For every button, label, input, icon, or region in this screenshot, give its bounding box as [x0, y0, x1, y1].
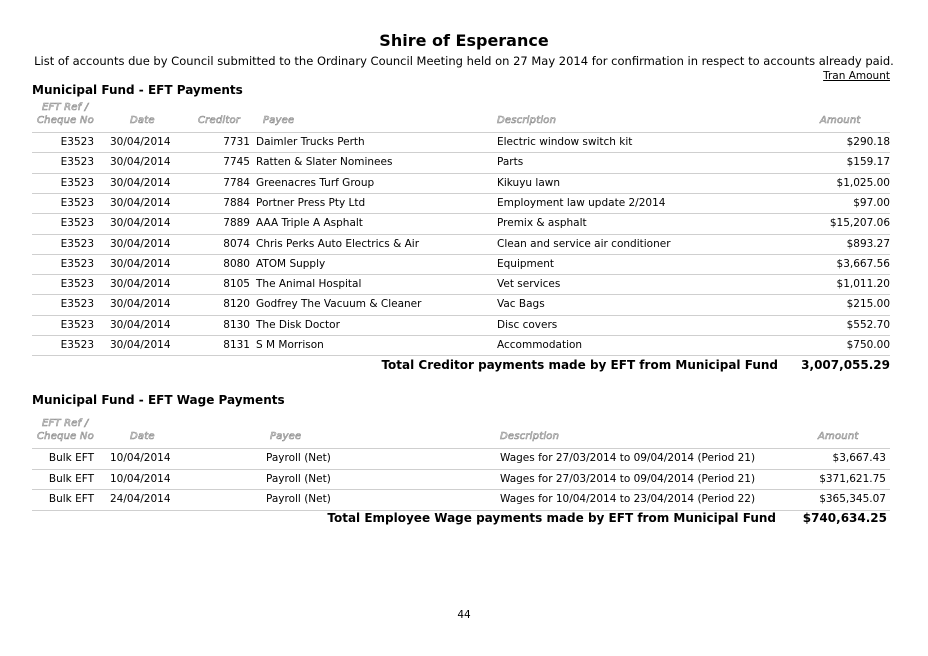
- row-ref: E3523: [60, 217, 94, 229]
- row-ref: Bulk EFT: [48, 493, 94, 505]
- row-description: Kikuyu lawn: [497, 177, 561, 189]
- row-description: Vet services: [497, 278, 561, 290]
- row-payee: Greenacres Turf Group: [256, 177, 375, 189]
- row-description: Disc covers: [497, 319, 558, 331]
- row-date: 30/04/2014: [110, 339, 171, 351]
- row-amount: $215.00: [846, 298, 890, 310]
- row-payee: Payroll (Net): [266, 473, 331, 485]
- row-creditor: 7889: [223, 217, 250, 229]
- row-divider: [32, 315, 890, 316]
- row-ref: E3523: [60, 238, 94, 250]
- row-amount: $552.70: [846, 319, 890, 331]
- row-divider: [32, 355, 890, 356]
- row-divider: [32, 489, 890, 490]
- row-description: Accommodation: [497, 339, 583, 351]
- row-description: Electric window switch kit: [497, 136, 633, 148]
- row-description: Wages for 27/03/2014 to 09/04/2014 (Period 21): [500, 473, 756, 485]
- row-amount: $893.27: [846, 238, 890, 250]
- row-amount: $371,621.75: [819, 473, 886, 485]
- eft-header-payee: Payee: [263, 115, 295, 126]
- row-amount: $159.17: [846, 156, 890, 168]
- row-creditor: 7731: [223, 136, 250, 148]
- eft-section-heading: Municipal Fund - EFT Payments: [32, 83, 243, 97]
- row-amount: $290.18: [846, 136, 890, 148]
- wages-total-value: $740,634.25: [802, 511, 887, 525]
- wages-header-amount: Amount: [818, 431, 859, 442]
- row-date: 30/04/2014: [110, 217, 171, 229]
- row-creditor: 7784: [223, 177, 250, 189]
- eft-header-ref-line2: Cheque No: [37, 115, 94, 126]
- row-ref: E3523: [60, 339, 94, 351]
- page-number: 44: [457, 609, 471, 621]
- row-divider: [32, 132, 890, 133]
- row-date: 30/04/2014: [110, 136, 171, 148]
- row-payee: Daimler Trucks Perth: [256, 136, 365, 148]
- row-payee: Godfrey The Vacuum & Cleaner: [256, 298, 422, 310]
- row-date: 30/04/2014: [110, 319, 171, 331]
- row-divider: [32, 469, 890, 470]
- row-description: Wages for 10/04/2014 to 23/04/2014 (Period 22): [500, 493, 756, 505]
- row-amount: $365,345.07: [819, 493, 886, 505]
- row-amount: $750.00: [846, 339, 890, 351]
- tran-amount-label: Tran Amount: [823, 70, 890, 82]
- eft-total-label: Total Creditor payments made by EFT from Municipal Fund: [381, 358, 778, 372]
- row-creditor: 8105: [223, 278, 250, 290]
- row-divider: [32, 448, 890, 449]
- row-payee: The Animal Hospital: [256, 278, 362, 290]
- row-divider: [32, 234, 890, 235]
- row-ref: E3523: [60, 319, 94, 331]
- row-divider: [32, 335, 890, 336]
- eft-header-creditor: Creditor: [198, 115, 241, 126]
- row-description: Wages for 27/03/2014 to 09/04/2014 (Period 21): [500, 452, 756, 464]
- row-payee: The Disk Doctor: [256, 319, 340, 331]
- row-ref: E3523: [60, 258, 94, 270]
- wages-header-ref-line2: Cheque No: [37, 431, 94, 442]
- eft-header-date: Date: [130, 115, 155, 126]
- wages-header-date: Date: [130, 431, 155, 442]
- row-creditor: 7884: [223, 197, 250, 209]
- row-ref: Bulk EFT: [48, 452, 94, 464]
- row-creditor: 8074: [223, 238, 250, 250]
- row-amount: $1,011.20: [836, 278, 890, 290]
- row-date: 24/04/2014: [110, 493, 171, 505]
- row-description: Equipment: [497, 258, 554, 270]
- row-ref: E3523: [60, 298, 94, 310]
- row-creditor: 8131: [223, 339, 250, 351]
- row-payee: Payroll (Net): [266, 493, 331, 505]
- row-description: Vac Bags: [497, 298, 545, 310]
- row-ref: E3523: [60, 156, 94, 168]
- row-amount: $1,025.00: [836, 177, 890, 189]
- eft-header-ref-line1: EFT Ref /: [42, 102, 89, 113]
- row-date: 30/04/2014: [110, 156, 171, 168]
- row-payee: Payroll (Net): [266, 452, 331, 464]
- row-date: 30/04/2014: [110, 258, 171, 270]
- eft-header-amount: Amount: [820, 115, 861, 126]
- wages-header-payee: Payee: [270, 431, 302, 442]
- row-divider: [32, 152, 890, 153]
- page-subtitle: List of accounts due by Council submitted to the Ordinary Council Meeting held on 27 May 2014 for confirmation in respect to accounts already paid.: [34, 54, 894, 68]
- row-date: 30/04/2014: [110, 298, 171, 310]
- wages-section-heading: Municipal Fund - EFT Wage Payments: [32, 393, 285, 407]
- eft-total-value: 3,007,055.29: [801, 358, 890, 372]
- row-date: 30/04/2014: [110, 197, 171, 209]
- row-date: 10/04/2014: [110, 452, 171, 464]
- row-payee: Ratten & Slater Nominees: [256, 156, 393, 168]
- row-divider: [32, 274, 890, 275]
- row-date: 30/04/2014: [110, 177, 171, 189]
- row-payee: S M Morrison: [256, 339, 324, 351]
- row-date: 30/04/2014: [110, 278, 171, 290]
- wages-header-ref-line1: EFT Ref /: [42, 418, 89, 429]
- row-creditor: 7745: [223, 156, 250, 168]
- row-description: Clean and service air conditioner: [497, 238, 671, 250]
- row-ref: E3523: [60, 197, 94, 209]
- row-date: 30/04/2014: [110, 238, 171, 250]
- eft-header-description: Description: [497, 115, 557, 126]
- row-ref: E3523: [60, 136, 94, 148]
- row-amount: $97.00: [853, 197, 890, 209]
- row-ref: Bulk EFT: [48, 473, 94, 485]
- row-divider: [32, 254, 890, 255]
- row-creditor: 8130: [223, 319, 250, 331]
- row-payee: ATOM Supply: [256, 258, 326, 270]
- row-payee: AAA Triple A Asphalt: [256, 217, 363, 229]
- row-creditor: 8080: [223, 258, 250, 270]
- page-title: Shire of Esperance: [379, 31, 549, 50]
- row-description: Employment law update 2/2014: [497, 197, 666, 209]
- row-ref: E3523: [60, 278, 94, 290]
- row-divider: [32, 173, 890, 174]
- row-amount: $15,207.06: [829, 217, 890, 229]
- row-description: Parts: [497, 156, 524, 168]
- row-date: 10/04/2014: [110, 473, 171, 485]
- row-divider: [32, 193, 890, 194]
- row-amount: $3,667.56: [836, 258, 890, 270]
- row-payee: Chris Perks Auto Electrics & Air: [256, 238, 420, 250]
- row-creditor: 8120: [223, 298, 250, 310]
- row-amount: $3,667.43: [832, 452, 886, 464]
- row-description: Premix & asphalt: [497, 217, 587, 229]
- row-divider: [32, 294, 890, 295]
- row-divider: [32, 213, 890, 214]
- row-payee: Portner Press Pty Ltd: [256, 197, 366, 209]
- row-ref: E3523: [60, 177, 94, 189]
- wages-total-label: Total Employee Wage payments made by EFT from Municipal Fund: [327, 511, 776, 525]
- wages-header-description: Description: [500, 431, 560, 442]
